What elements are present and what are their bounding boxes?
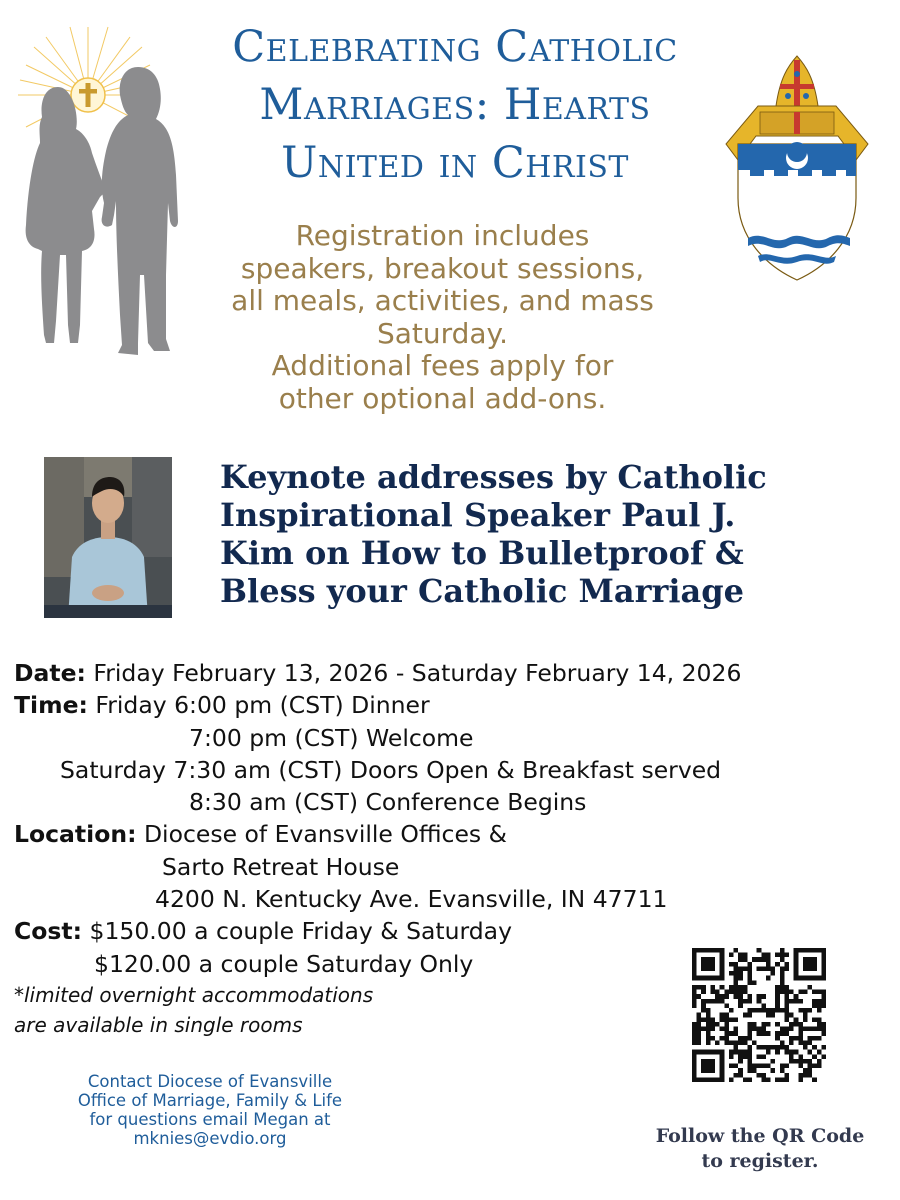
cost-label: Cost: [14, 917, 83, 945]
keynote-heading [220, 458, 860, 610]
time-row [14, 689, 430, 721]
location-label: Location: [14, 820, 137, 848]
time-saturday-breakfast: Saturday 7:30 am (CST) Doors Open & Breakfast served [60, 756, 722, 784]
accommodation-note-1: *limited overnight accommodations [14, 983, 374, 1007]
cost-line-1: $150.00 a couple Friday & Saturday [89, 917, 512, 945]
contact-line: Contact Diocese of Evansville [87, 1072, 333, 1091]
registration-line: Saturday. [376, 316, 509, 350]
keynote-line: Bless your Catholic Marriage [220, 572, 744, 610]
date-value: Friday February 13, 2026 - Saturday February 14, 2026 [93, 659, 742, 687]
keynote-line: Inspirational Speaker Paul J. [220, 496, 736, 534]
title-line-2: Marriages: Hearts [259, 80, 651, 130]
follow-line-1: Follow the QR Code [655, 1125, 865, 1147]
contact-email-link[interactable]: mknies@evdio.org [133, 1129, 287, 1148]
registration-line: Registration includes [295, 219, 590, 252]
registration-line: all meals, activities, and mass [231, 284, 654, 317]
location-line-2: Sarto Retreat House [162, 853, 400, 881]
keynote-line: Keynote addresses by Catholic [220, 458, 767, 496]
time-saturday-conference: 8:30 am (CST) Conference Begins [189, 788, 587, 816]
registration-line: speakers, breakout sessions, [240, 251, 645, 285]
speaker-photo [44, 457, 172, 618]
qr-code-icon[interactable] [692, 948, 826, 1082]
location-line-3: 4200 N. Kentucky Ave. Evansville, IN 47711 [155, 885, 668, 913]
keynote-line: Kim on How to Bulletproof & [220, 534, 744, 572]
qr-instructions [630, 1124, 890, 1174]
date-label: Date: [14, 659, 86, 687]
title-line-1: Celebrating Catholic [232, 22, 678, 72]
registration-line: Additional fees apply for [271, 349, 614, 382]
contact-line: Office of Marriage, Family & Life [77, 1091, 343, 1110]
title-line-3: United in Christ [281, 138, 629, 188]
contact-info [40, 1072, 380, 1148]
time-friday-dinner: Friday 6:00 pm (CST) Dinner [95, 691, 430, 719]
location-line-1: Diocese of Evansville Offices & [143, 820, 507, 848]
cost-line-2: $120.00 a couple Saturday Only [94, 950, 474, 978]
time-friday-welcome: 7:00 pm (CST) Welcome [189, 724, 474, 752]
diocese-crest-icon [718, 48, 876, 284]
time-label: Time: [14, 691, 88, 719]
cost-row [14, 915, 512, 947]
page-title [130, 18, 780, 192]
registration-line: other optional add-ons. [278, 381, 607, 415]
contact-line: for questions email Megan at [89, 1110, 331, 1129]
follow-line-2: to register. [701, 1150, 819, 1172]
registration-info [170, 220, 715, 415]
accommodation-note-2: are available in single rooms [14, 1013, 303, 1037]
location-row [14, 818, 507, 850]
date-row [14, 657, 741, 689]
